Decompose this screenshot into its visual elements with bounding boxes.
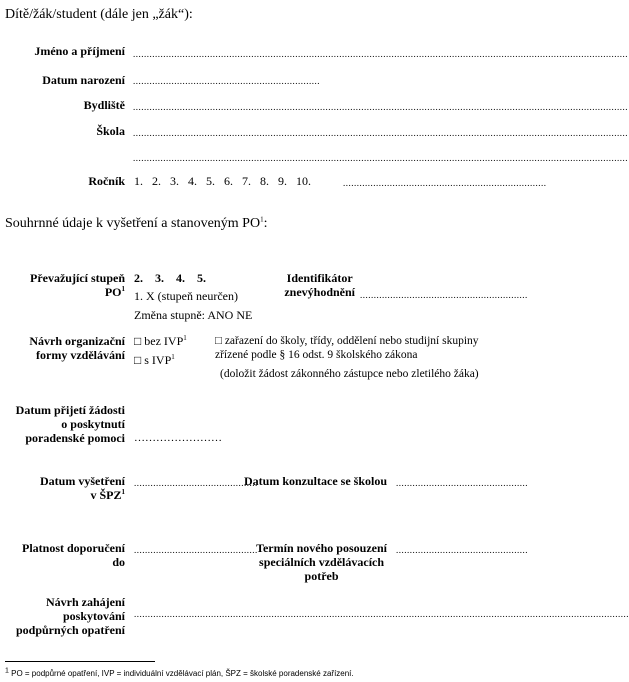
reassess-label-line2: speciálních vzdělávacích (259, 555, 385, 569)
prevailing-label-line1: Převažující stupeň (30, 271, 125, 285)
reassessment-field[interactable]: ................................................ (396, 545, 528, 555)
receipt-date-label (16, 403, 125, 445)
grade-9[interactable]: 9. (278, 174, 287, 188)
grade-4[interactable]: 4. (188, 174, 197, 188)
start-label-line1: Návrh zahájení (46, 595, 125, 609)
org-option-3-line2: zřízené podle § 16 odst. 9 školského zákona (215, 349, 418, 361)
org-option-no-ivp[interactable] (134, 334, 187, 348)
summary-heading-colon: : (263, 216, 268, 231)
org-option-1-sup: 1 (183, 334, 187, 342)
degree-5[interactable]: 5. (197, 271, 206, 285)
footnote-marker: 1 (5, 667, 9, 675)
footnote-divider (5, 661, 155, 662)
school-field-line2[interactable]: .................................................................................................................................................................................... (133, 153, 628, 163)
receipt-label-line2: o poskytnutí (61, 417, 125, 431)
consult-date-label: Datum konzultace se školou (243, 474, 387, 488)
grade-8[interactable]: 8. (260, 174, 269, 188)
org-label-line1: Návrh organizační (29, 334, 125, 348)
prevailing-degree-label (30, 271, 125, 299)
school-label: Škola (96, 124, 125, 138)
org-option-2-text: □ s IVP (134, 353, 172, 367)
reassess-label-line1: Termín nového posouzení (256, 541, 387, 555)
org-option-3-note: (doložit žádost zákonného zástupce nebo zletilého žáka) (220, 368, 479, 380)
support-start-field[interactable]: .................................................................................................................................................................................... (134, 609, 629, 619)
school-field[interactable]: .................................................................................................................................................................................... (133, 128, 628, 138)
disadvantage-id-field[interactable]: ............................................................. (360, 290, 528, 300)
org-option-3-line1: □ zařazení do školy, třídy, oddělení nebo studijní skupiny (215, 335, 479, 347)
org-option-special[interactable] (215, 334, 479, 362)
name-field[interactable]: .................................................................................................................................................................................... (133, 49, 628, 59)
reassess-label-line3: potřeb (304, 569, 339, 583)
validity-label (22, 541, 125, 569)
summary-heading-text: Souhrnné údaje k vyšetření a stanoveným PO (5, 216, 261, 231)
grade-7[interactable]: 7. (242, 174, 251, 188)
org-option-2-sup: 1 (171, 353, 175, 361)
footnote (5, 669, 354, 678)
exam-label-sup: 1 (121, 488, 125, 496)
org-option-1-text: □ bez IVP (134, 334, 184, 348)
disadvantage-label-line2: znevýhodnění (284, 285, 355, 299)
summary-heading-sup: 1 (260, 215, 264, 224)
address-field[interactable]: .................................................................................................................................................................................... (133, 102, 628, 112)
degree-2[interactable]: 2. (134, 271, 143, 285)
grade-6[interactable]: 6. (224, 174, 233, 188)
receipt-date-field[interactable]: …………………… (134, 432, 222, 444)
degree-options[interactable] (134, 271, 206, 285)
validity-label-line1: Platnost doporučení (21, 541, 125, 555)
grade-10[interactable]: 10. (296, 174, 311, 188)
receipt-label-line1: Datum přijetí žádosti (15, 403, 125, 417)
degree-3[interactable]: 3. (155, 271, 164, 285)
degree-4[interactable]: 4. (176, 271, 185, 285)
name-label: Jméno a příjmení (34, 44, 125, 58)
prevailing-label-sup: 1 (121, 285, 125, 293)
receipt-label-line3: poradenské pomoci (25, 431, 125, 445)
grade-extra-field[interactable]: .......................................................................... (343, 178, 547, 188)
footnote-text: PO = podpůrné opatření, IVP = individuální vzdělávací plán, ŠPZ = školské poradenské zařízení. (8, 669, 354, 678)
grade-1[interactable]: 1. (134, 174, 143, 188)
org-option-ivp[interactable] (134, 353, 175, 367)
grade-options[interactable] (134, 174, 311, 188)
disadvantage-label-line1: Identifikátor (286, 271, 353, 285)
address-label: Bydliště (83, 98, 125, 112)
reassessment-label (256, 541, 387, 583)
birth-date-field[interactable]: .................................................................... (133, 76, 320, 86)
exam-label-line1: Datum vyšetření (40, 474, 125, 488)
start-label-line2: poskytování (62, 609, 125, 623)
start-label-line3: podpůrných opatření (15, 623, 125, 637)
degree-1-option[interactable]: 1. X (stupeň neurčen) (134, 289, 238, 303)
exam-date-label (40, 474, 125, 502)
support-start-label (16, 595, 125, 637)
validity-field[interactable]: ............................................. (134, 545, 258, 555)
grade-3[interactable]: 3. (170, 174, 179, 188)
summary-section-heading (5, 216, 267, 232)
birth-date-label: Datum narození (42, 73, 125, 87)
consult-date-field[interactable]: ................................................ (396, 478, 528, 488)
disadvantage-id-label (284, 271, 355, 299)
org-label-line2: formy vzdělávání (36, 348, 125, 362)
prevailing-label-line2: PO (104, 285, 122, 299)
org-form-label (29, 334, 125, 362)
student-section-heading: Dítě/žák/student (dále jen „žák“): (5, 7, 193, 22)
grade-2[interactable]: 2. (152, 174, 161, 188)
grade-5[interactable]: 5. (206, 174, 215, 188)
degree-change[interactable]: Změna stupně: ANO NE (134, 308, 253, 322)
exam-date-field[interactable]: ............................................. (134, 478, 258, 488)
grade-label: Ročník (88, 174, 125, 188)
validity-label-line2: do (112, 555, 125, 569)
exam-label-line2: v ŠPZ (90, 488, 122, 502)
